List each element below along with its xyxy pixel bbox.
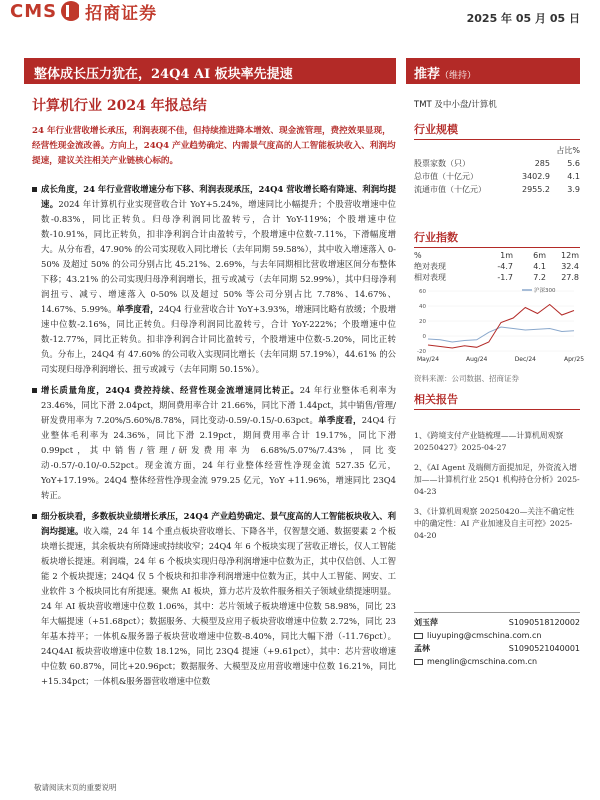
analyst-row (414, 616, 580, 629)
para-text2: 24Q4 行业营收合计 YoY+3.93%，增速同比略有放缓；个股增速中位数-2.16%，同比正转负。归母净利润同比盈转亏，合计 YoY-222%；个股增速中位数-12.77%，同比正转负。扣非净利润合计同比盈转亏，个股增速中位数-5.20%，同比正转负。分布上，24Q4 有 47.60% 的公司收入实现同比增长（去年同期 57.19%），44.61% 的公司实现归母净利润增长、扭亏或减亏（去年同期 50.15%）。 (41, 304, 397, 374)
y-tick-label: 20 (419, 319, 426, 325)
series-line (428, 327, 574, 342)
scale-section-title: 行业规模 (414, 121, 580, 140)
table-header-row (414, 144, 580, 157)
row-label: 股票家数（只） (414, 159, 470, 168)
pct-header: 占比% (556, 146, 580, 155)
logo-mark-icon (61, 1, 81, 21)
analyst-code: S1090521040001 (508, 644, 580, 653)
report-title: 计算机行业 2024 年报总结 (32, 98, 207, 114)
mail-icon (414, 659, 423, 665)
page-footer: 敬请阅读末页的重要说明 (34, 783, 117, 792)
bullet-icon (32, 388, 37, 393)
cell: 32.4 (561, 262, 579, 271)
table-row (414, 183, 580, 196)
para-text: 24 年行业整体毛利率为 23.46%，同比下滑 2.04pct，期间费用率合计 21.66%，同比下滑 1.44pct，其中销售/管理/研发费用率为 7.20%/5.60%/8.78%，同比变动-0.59/-0.15/-0.63pct。 (41, 385, 396, 425)
x-tick-label: Dec/24 (514, 356, 536, 363)
related-report-link[interactable] (414, 506, 580, 542)
mail-icon (414, 633, 423, 639)
row-pct: 3.9 (567, 185, 580, 194)
para-lead: 成长角度，24 年行业营收增速分布下移、利润表现承压，24Q4 营收增长略有降速、利润均提速。 (41, 184, 396, 209)
table-row (414, 261, 580, 272)
analyst-email[interactable]: liuyuping@cmschina.com.cn (427, 631, 542, 640)
row-value: 3402.9 (522, 172, 550, 181)
col-header: 1m (500, 251, 513, 260)
row-label: 总市值（十亿元） (414, 172, 478, 181)
cell: 4.1 (533, 262, 546, 271)
bullet-icon (32, 514, 37, 519)
rating-label: 推荐 (414, 67, 441, 82)
headline-band: 整体成长压力犹在，24Q4 AI 板块率先提速 (24, 58, 396, 84)
cell: -1.7 (497, 273, 513, 282)
body-paragraph-growth (32, 182, 396, 377)
row-value: 285 (534, 159, 550, 168)
rating-band (406, 58, 580, 84)
table-header-row (414, 250, 580, 261)
col-header: 6m (533, 251, 546, 260)
brand-logo (10, 0, 157, 22)
col-header: 12m (561, 251, 579, 260)
col-header: % (414, 251, 422, 260)
y-tick-label: 60 (419, 289, 426, 295)
related-section-title: 相关报告 (414, 391, 580, 410)
logo-cn: 招商证券 (85, 3, 158, 24)
bullet-icon (32, 187, 37, 192)
row-pct: 4.1 (567, 172, 580, 181)
related-list (414, 430, 580, 550)
index-chart (414, 285, 585, 367)
para-lead2: 单季度看， (116, 304, 159, 314)
x-tick-label: Aug/24 (465, 356, 488, 363)
report-date: 2025 年 05 月 05 日 (466, 12, 580, 25)
para-text2: 24Q4 行业整体毛利率为 24.36%，同比下滑 2.19pct，期间费用率合计 19.17%，同比下滑 0.99pct，其中销售/管理/研发费用率为 6.68%/5.07%/7.43%，同比变动-0.57/-0.10/-0.52pct。现金流方面，24 年行业整体经营性净现金流 527.35 亿元，YoY+17.19%。24Q4 整体经营性净现金流 979.25 亿元，YoY +11.96%，增速同比 23Q4 转正。 (41, 415, 397, 500)
page-header (0, 0, 600, 40)
x-tick-label: May/24 (416, 356, 440, 363)
para-text: 收入端，24 年 14 个重点板块营收增长、下降各半，仅智慧交通、数据要素 2 个板块增长提速，其余板块有所降速或持续收窄；24Q4 年 6 个板块实现了营收正增长，仅人工智能板块增长提速。利润端，24 年 6 个板块实现归母净利润增速中位数为正，其中仅信创、人工智能 2 个板块提速；24Q4 仅 5 个板块和扣非净利润增速中位数为正，其中人工智能、网安、工业软件 3 个板块同比有所提速。聚焦 AI 板块，算力芯片及软件服务相关子领域业绩提速明显。24 年 AI 板块营收增速中位数 1.06%，其中：芯片领域子板块增速中位数 58.98%，同比 23 年大幅提速（+51.68pct）；数据服务、大模型及应用子板块营收增速中位数 2.72%，同比 23 年基本持平；一体机&服务器子板块营收增速中位数-8.40%，同比大幅下滑（-11.76pct）。24Q4AI 板块营收增速中位数 18.12%，同比 23Q4 提速（+9.61pct），其中：芯片营收增速中位数 60.87%，同比+20.96pct；数据服务、大模型及应用营收增速中位数 16.21%，同比+15.34pct；一体机&服务器营收增速中位数 (41, 526, 397, 686)
x-tick-label: Apr/25 (563, 356, 585, 363)
row-value: 2955.2 (522, 185, 550, 194)
row-label: 相对表现 (414, 273, 446, 282)
related-report-text[interactable]: 3、《计算机周观察 20250420—关注不确定性中的确定性：AI 产业加速及自主可控》2025-04-20 (414, 507, 575, 540)
body-paragraph-quality (32, 383, 396, 503)
body-paragraph-sectors (32, 509, 396, 689)
y-tick-label: -20 (417, 349, 426, 355)
cell: 27.8 (561, 273, 579, 282)
analyst-block (414, 612, 580, 668)
legend-label: 沪深300 (534, 288, 556, 294)
cell: -4.7 (497, 262, 513, 271)
row-label: 绝对表现 (414, 262, 446, 271)
summary: 24 年行业营收增长承压，利润表现不佳，但持续推进降本增效、现金流管理，费控效果显现，经营性现金流改善。方向上，24Q4 产业趋势确定、内需景气度高的人工智能板块收入、利润均提速，建议关注相关产业链核心标的。 (32, 126, 396, 166)
para-lead: 细分板块看，多数板块业绩增长承压，24Q4 产业趋势确定、景气度高的人工智能板块收入、利润均提速。 (41, 511, 396, 536)
cell: 7.2 (533, 273, 546, 282)
analyst-email-row (414, 655, 580, 668)
y-tick-label: 0 (422, 334, 426, 340)
related-report-link[interactable] (414, 462, 580, 498)
analyst-name: 孟林 (414, 643, 430, 653)
table-row (414, 157, 580, 170)
index-table (414, 250, 580, 283)
y-tick-label: 40 (419, 304, 426, 310)
related-report-text[interactable]: 1、《跨境支付产业链梳理——计算机周观察 20250427》2025-04-27 (414, 431, 564, 452)
table-row (414, 272, 580, 283)
analyst-code: S1090518120002 (508, 618, 580, 627)
analyst-email[interactable]: menglin@cmschina.com.cn (427, 657, 538, 666)
related-report-text[interactable]: 2、《AI Agent 及端侧方面提加足，外资流入增加——计算机行业 25Q1 机构持仓分析》2025-04-23 (414, 463, 580, 496)
para-text: 2024 年计算机行业实现营收合计 YoY+5.24%，增速同比小幅提升；个股营收增速中位数-0.83%，同比正转负。归母净利润同比盈转亏，合计 YoY-119%；个股增速中位数-10.91%，同比正转负，扣非净利润合计由盈转亏，个股增速中位数-7.11%，下滑幅度增大。从分布看，47.90% 的公司实现收入同比增长（去年同期 59.58%），其中收入增速落入 0-50% 及超过 50% 的公司分别占比 45.21%、2.69%，与去年同期相比营收增速区间分布整体下移；43.21% 的公司实现归母净利润增长，扭亏或减亏（去年同期 52.99%），其中归母净利润扭亏、减亏、增速落入 0-50% 以及超过 50% 等公司分别占比 7.78%、14.67%、14.67%、5.99%。 (41, 199, 396, 314)
index-section-title: 行业指数 (414, 229, 580, 248)
para-lead: 增长质量角度，24Q4 费控持续、经营性现金流增速同比转正。 (41, 385, 300, 395)
related-report-link[interactable] (414, 430, 580, 454)
rating-sub: （维持） (440, 71, 477, 81)
table-row (414, 170, 580, 183)
logo-en: CMS (10, 0, 58, 22)
analyst-row (414, 642, 580, 655)
analyst-name: 刘玉萍 (414, 617, 438, 627)
row-label: 流通市值（十亿元） (414, 185, 486, 194)
sector-label: TMT 及中小盘/计算机 (414, 100, 497, 110)
row-pct: 5.6 (567, 159, 580, 168)
chart-source: 资料来源：公司数据、招商证券 (414, 374, 519, 383)
body-column (32, 182, 396, 695)
scale-table (414, 144, 580, 196)
para-lead2: 单季度看， (318, 415, 362, 425)
index-chart-svg (414, 285, 585, 367)
analyst-email-row (414, 629, 580, 642)
